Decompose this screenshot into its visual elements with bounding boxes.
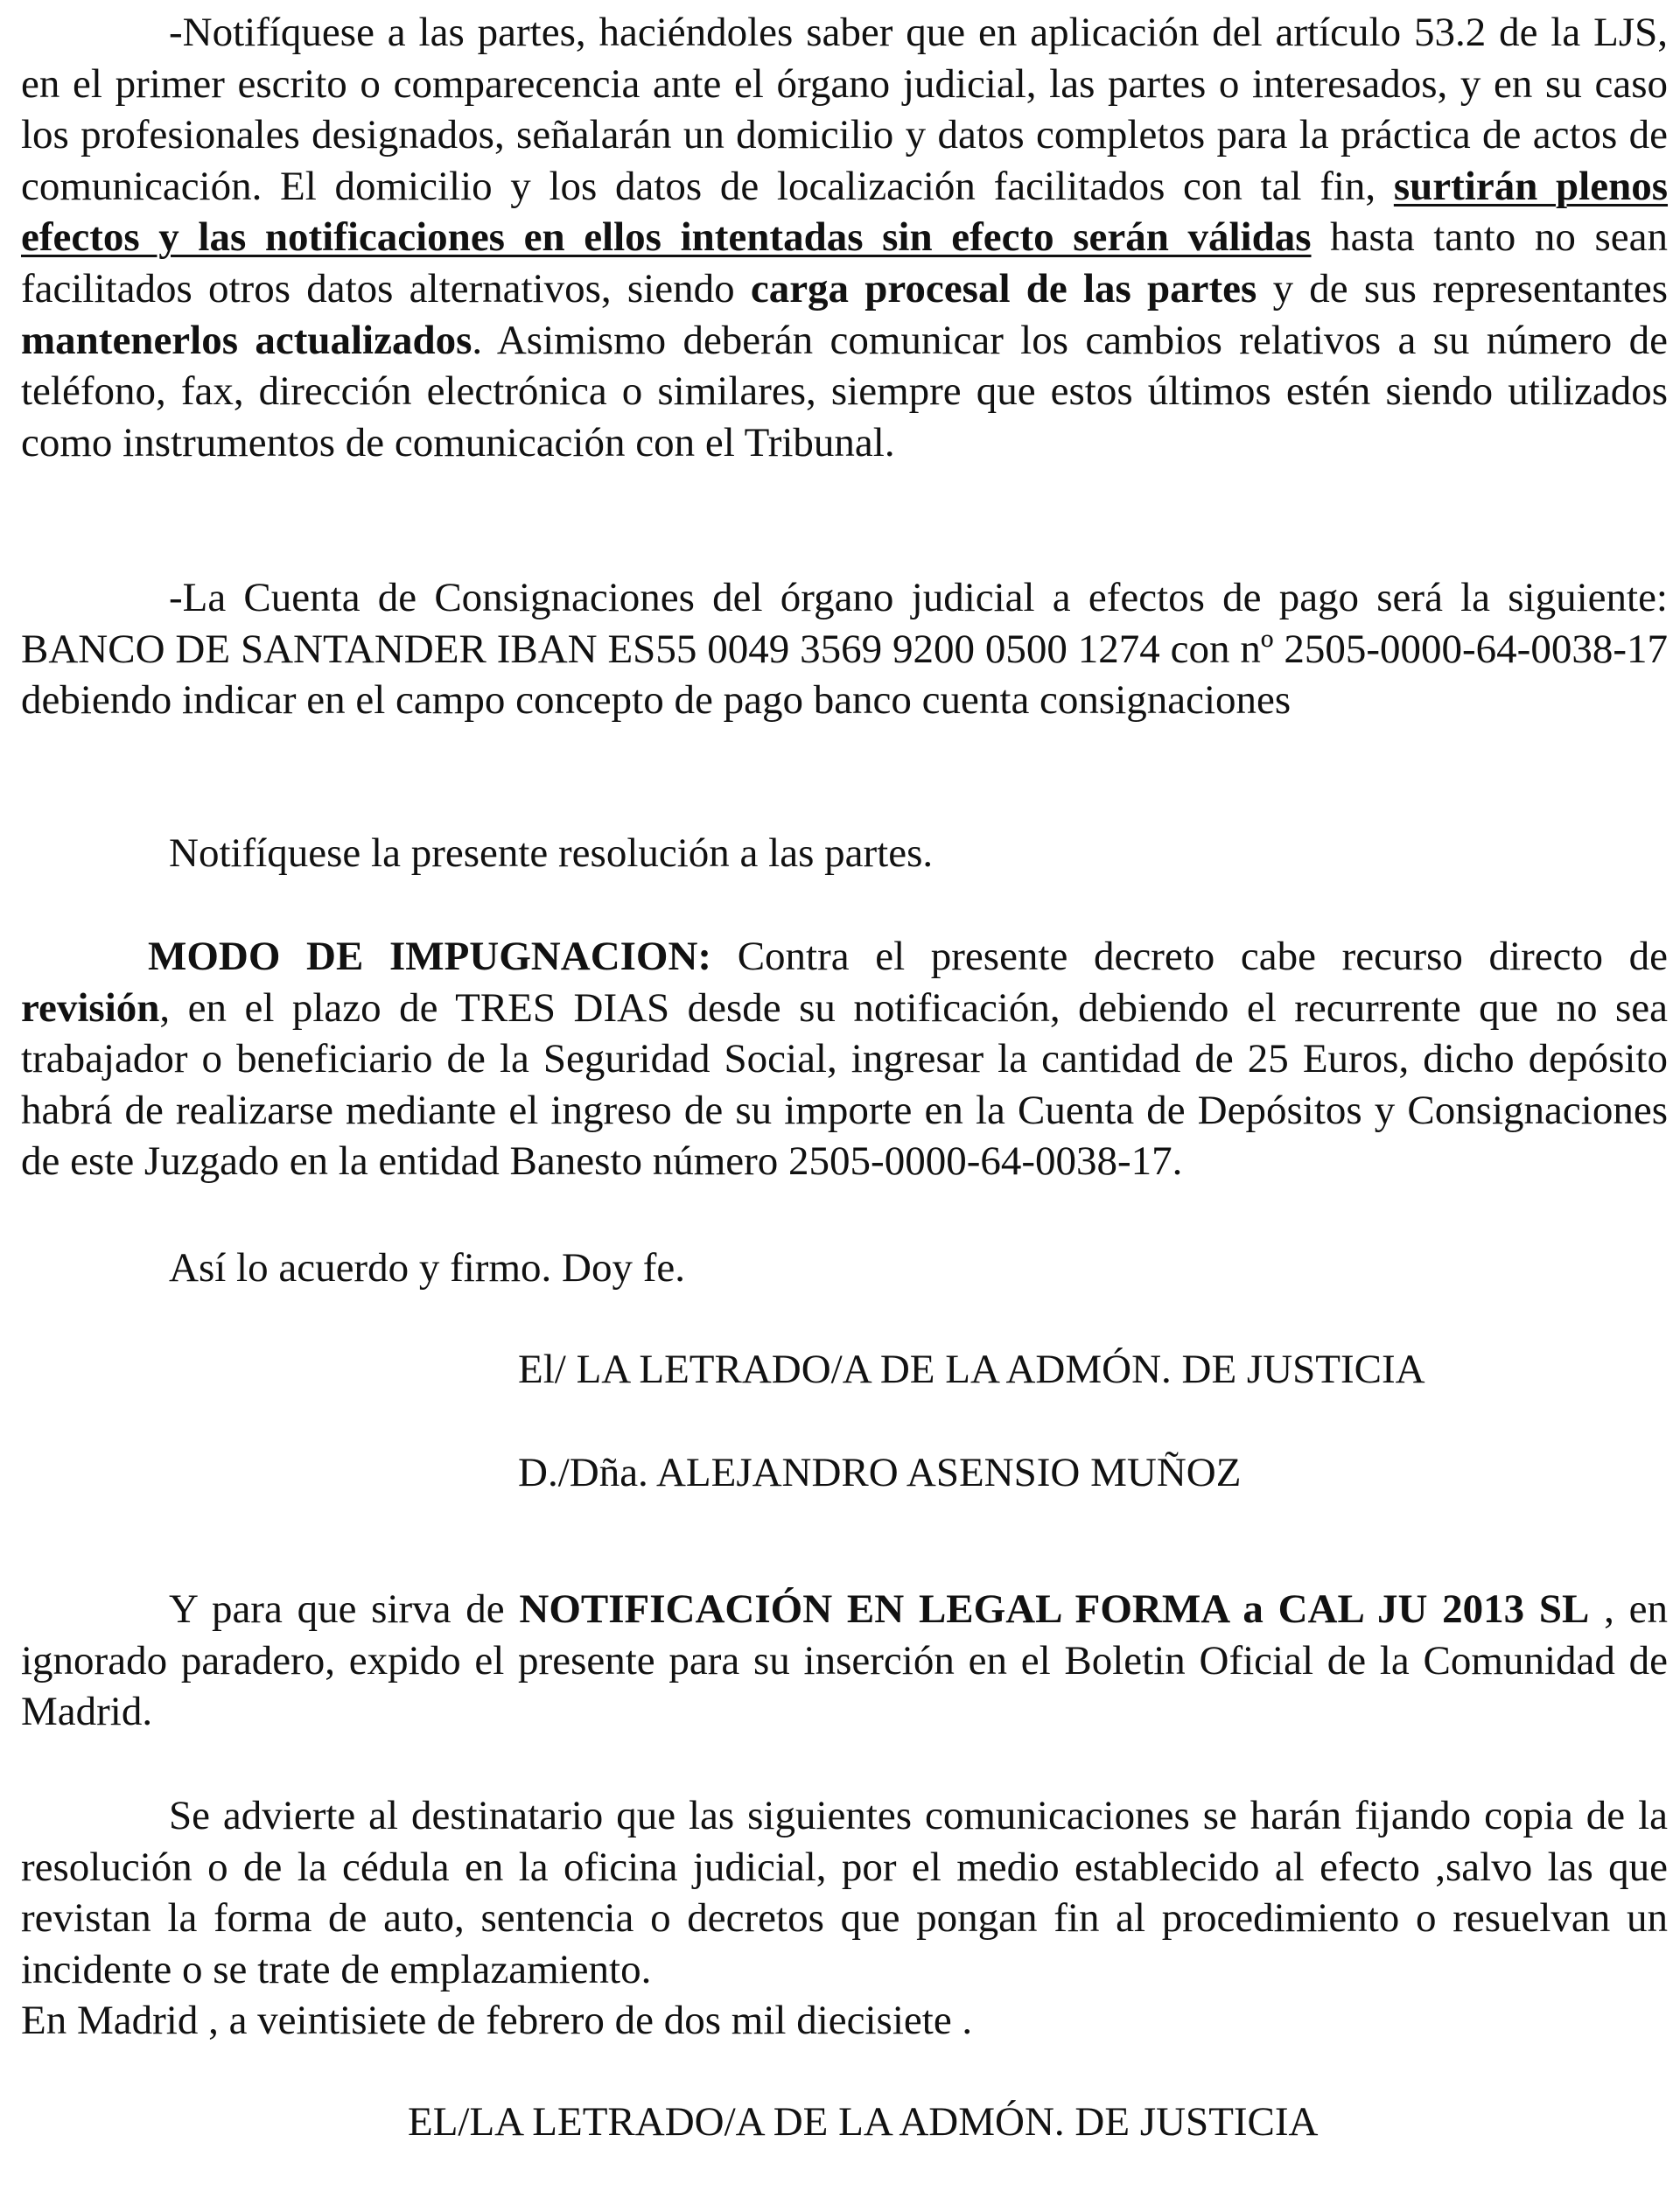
underlined-bold-text: surtirán plenos efectos y las notificaciones en ellos intentadas sin efecto serán válidas <box>21 163 1669 261</box>
section-heading: MODO DE IMPUGNACION: <box>148 934 712 979</box>
signature-name: D./Dña. ALEJANDRO ASENSIO MUÑOZ <box>518 1450 1242 1495</box>
text: , en el plazo de TRES DIAS desde su notificación, debiendo el recurrente que no sea trabajador o beneficiario de la Seguridad Social, ingresar la cantidad de 25 Euros, dicho depósito habrá de realizarse mediante el ingreso de su importe en la Cuenta de Depósitos y Consignaciones de este Juzgado en la entidad Banesto número 2505-0000-64-0038-17. <box>21 984 1668 1185</box>
text: Y para que sirva de <box>169 1586 520 1632</box>
bold-text: revisión <box>21 984 160 1031</box>
text: . Asimismo deberán comunicar los cambios relativos a su número de teléfono, fax, dirección electrónica o similares, siempre que estos últimos estén siendo utilizados como instrumentos de comunicación con el Tribunal. <box>21 317 1668 466</box>
document-page <box>21 0 1668 2191</box>
paragraph-signoff: Así lo acuerdo y firmo. Doy fe. <box>169 1245 685 1291</box>
paragraph-notification-address <box>21 7 1668 468</box>
signature-title: El/ LA LETRADO/A DE LA ADMÓN. DE JUSTICIA <box>518 1347 1425 1392</box>
paragraph-place-date: En Madrid , a veintisiete de febrero de dos mil diecisiete . <box>21 1998 973 2043</box>
paragraph-impugnation <box>21 931 1668 1187</box>
paragraph-notify-parties: Notifíquese la presente resolución a las partes. <box>169 830 934 876</box>
paragraph-warning: Se advierte al destinatario que las siguientes comunicaciones se harán fijando copia de la resolución o de la cédula en la oficina judicial, por el medio establecido al efecto ,salvo las que revistan la forma de auto, sentencia o decretos que pongan fin al procedimiento o resuelvan un incidente o se trate de emplazamiento. <box>21 1793 1668 1992</box>
bold-text: carga procesal de las partes <box>750 265 1257 312</box>
text: y de sus representantes <box>1256 265 1668 312</box>
text: hasta tanto no sean facilitados otros datos alternativos, siendo <box>21 214 1669 312</box>
signature-title-final: EL/LA LETRADO/A DE LA ADMÓN. DE JUSTICIA <box>408 2099 1319 2145</box>
paragraph-legal-notification <box>21 1584 1668 1738</box>
bold-text: mantenerlos actualizados <box>21 317 472 363</box>
text: , en ignorado paradero, expido el presente para su inserción en el Boletin Oficial de la Comunidad de Madrid. <box>21 1586 1668 1735</box>
paragraph-bank-account: -La Cuenta de Consignaciones del órgano judicial a efectos de pago será la siguiente: BANCO DE SANTANDER IBAN ES55 0049 3569 9200 0500 1274 con nº 2505-0000-64-0038-17 debiendo indicar en el campo concepto de pago banco cuenta consignaciones <box>21 575 1668 724</box>
text: Contra el presente decreto cabe recurso directo de <box>711 934 1668 979</box>
bold-text: NOTIFICACIÓN EN LEGAL FORMA a CAL JU 2013 SL <box>519 1586 1590 1632</box>
text: -Notifíquese a las partes, haciéndoles saber que en aplicación del artículo 53.2 de la LJS, en el primer escrito o comparecencia ante el órgano judicial, las partes o interesados, y en su caso los profesionales designados, señalarán un domicilio y datos completos para la práctica de actos de comunicación. El domicilio y los datos de localización facilitados con tal fin, <box>21 10 1668 209</box>
